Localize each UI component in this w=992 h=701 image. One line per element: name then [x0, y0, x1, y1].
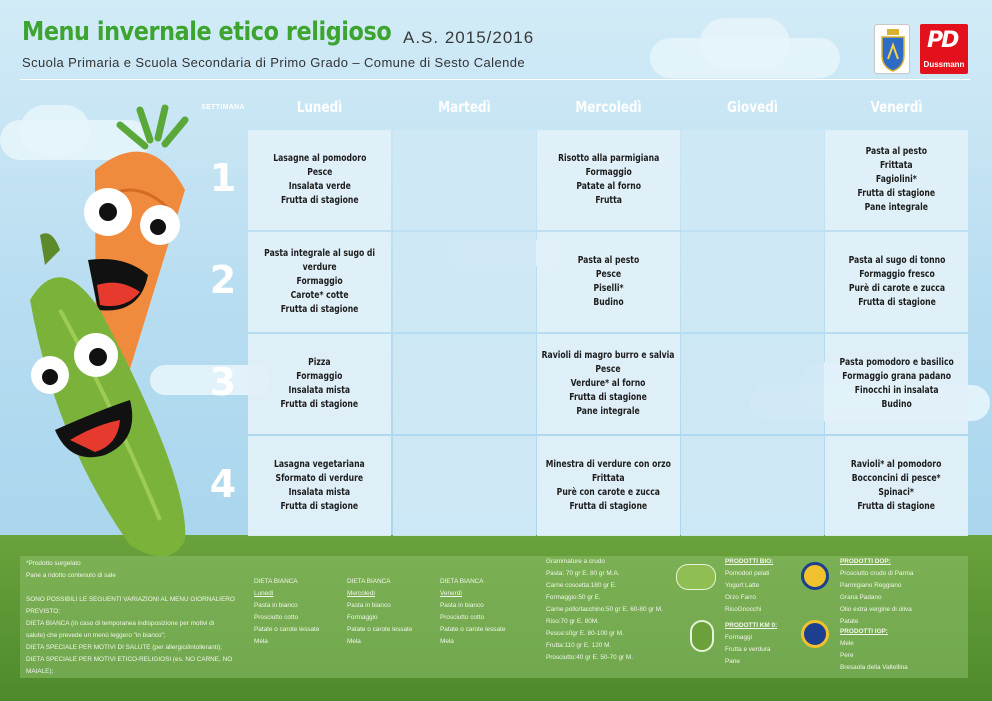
menu-item: Pasta integrale al sugo di: [264, 248, 375, 259]
school-year: A.S. 2015/2016: [403, 28, 535, 47]
igp-seal-icon: [801, 620, 829, 648]
dussmann-mark-icon: PD: [927, 28, 958, 53]
menu-item: Formaggio: [296, 276, 343, 287]
footer-line: Patate: [840, 618, 859, 625]
grammature-section: [546, 556, 696, 664]
footer-line: DIETA SPECIALE PER MOTIVI DI SALUTE (per allergici/intolleranti);: [26, 644, 222, 651]
menu-cell: [537, 334, 680, 434]
footer-line: Prosciutto:40 gr E. 50-70 gr M.: [546, 654, 634, 661]
diet-item: Patate o carote lessate: [347, 626, 413, 633]
footer-line: DIETA SPECIALE PER MOTIVI ETICO-RELIGIOSI (es. NO CARNE, NO: [26, 656, 233, 663]
footer-line: Mele: [840, 640, 854, 647]
footer-line: Pesce:s0gr E. 80-100 gr M.: [546, 630, 624, 637]
menu-cell: [681, 130, 824, 230]
menu-cell: [393, 436, 536, 536]
menu-item: Fagiolini*: [876, 174, 917, 185]
footer-line: Pane: [725, 658, 740, 665]
day-header: Giovedì: [727, 98, 778, 116]
dop-products-section: [840, 556, 968, 628]
bio-products-section: [725, 556, 805, 616]
menu-cell: [393, 130, 536, 230]
menu-cell-text: [858, 145, 936, 215]
footer-line: Pomodori pelati: [725, 570, 770, 577]
footer-line: Pere: [840, 652, 854, 659]
menu-cell: [681, 436, 824, 536]
section-title: PRODOTTI IGP:: [840, 628, 888, 635]
menu-item: Frutta di stagione: [857, 188, 936, 199]
menu-item: Piselli*: [593, 283, 624, 294]
diet-item: Pasta in bianco: [440, 602, 484, 609]
menu-item: Sformato di verdure: [275, 473, 364, 484]
day-header: Lunedì: [296, 98, 343, 116]
menu-item: Patate al forno: [576, 181, 641, 192]
menu-item: Minestra di verdure con orzo: [545, 459, 672, 470]
day-header: Mercoledì: [575, 98, 642, 116]
menu-item: Frutta di stagione: [857, 297, 936, 308]
footer-line: Riso:70 gr E. 80M.: [546, 618, 599, 625]
vegetable-mascots-illustration: [0, 100, 240, 570]
footer-line: Pane a ridotto contenuto di sale: [26, 572, 116, 579]
footer-line: Olio extra vergine di oliva: [840, 606, 912, 613]
week-column-header: SETTIMANA: [201, 104, 245, 111]
header: [0, 0, 992, 84]
diet-item: Patate o carote lessate: [440, 626, 506, 633]
footer-line: Frutta:110 gr E. 120 M.: [546, 642, 612, 649]
menu-item: Purè con carote e zucca: [556, 487, 661, 498]
diet-day: Mercoledì: [347, 590, 376, 597]
footer-line: RisoGnocchi: [725, 606, 762, 613]
menu-item: Pizza: [308, 357, 331, 368]
diet-title: DIETA BIANCA: [440, 578, 484, 585]
menu-item: Insalata mista: [288, 487, 351, 498]
menu-item: Pesce: [595, 269, 622, 280]
footer-line: MAIALE);: [26, 668, 54, 675]
menu-item: Budino: [593, 297, 624, 308]
menu-item: Pane integrale: [576, 406, 641, 417]
menu-item: Purè di carote e zucca: [848, 283, 945, 294]
menu-cell: [248, 232, 391, 332]
menu-cell-text: [558, 152, 659, 208]
menu-item: Pasta al pesto: [577, 255, 640, 266]
week-number: 1: [209, 156, 237, 200]
diet-day: Venerdì: [440, 590, 463, 597]
menu-item: Verdure* al forno: [571, 378, 646, 389]
menu-item: Insalata mista: [288, 385, 351, 396]
menu-item: Frittata: [880, 160, 913, 171]
menu-cell: [825, 436, 968, 536]
menu-item: Frutta di stagione: [280, 195, 359, 206]
footer-line: salute) che prevede un menù leggero "in bianco";: [26, 632, 166, 639]
page-title: Menu invernale etico religioso: [22, 17, 392, 47]
footer-line: SONO POSSIBILI LE SEGUENTI VARIAZIONI AL MENU GIORNALIERO: [26, 596, 235, 603]
footer-line: Pasta: 70 gr E. 80 gr M.A.: [546, 570, 620, 577]
menu-item: Risotto alla parmigiana: [557, 153, 660, 164]
diet-item: Mela: [440, 638, 454, 645]
menu-item: Ravioli di magro burro e salvia: [542, 350, 675, 361]
menu-cell: [248, 334, 391, 434]
footer-line: Bresaola della Valtellina: [840, 664, 908, 671]
diet-bianca-column: [347, 576, 439, 648]
footer-line: DIETA BIANCA (in caso di temporanea indisposizione per motivi di: [26, 620, 215, 627]
week-number: 3: [209, 360, 237, 404]
dop-seal-icon: [801, 562, 829, 590]
menu-cell-text: [578, 254, 639, 310]
menu-item: Pesce: [595, 364, 622, 375]
menu-item: Pasta al pesto: [865, 146, 928, 157]
section-title: PRODOTTI KM 0:: [725, 622, 778, 629]
menu-cell: [393, 232, 536, 332]
km0-badge-icon: [690, 620, 714, 652]
diet-item: Mela: [254, 638, 268, 645]
diet-bianca-column: [440, 576, 532, 648]
day-header: Martedì: [438, 98, 491, 116]
footer-line: Carne pollo/tacchino:50 gr E. 60-80 gr M.: [546, 606, 663, 613]
menu-item: Insalata verde: [288, 181, 351, 192]
menu-item: Pasta al sugo di tonno: [848, 255, 945, 266]
menu-cell: [248, 436, 391, 536]
menu-cell: [681, 232, 824, 332]
menu-cell-text: [542, 349, 675, 419]
header-divider: [20, 79, 970, 80]
footer-line: [26, 582, 246, 594]
footer-line: Yogurt Latte: [725, 582, 760, 589]
section-title: PRODOTTI BIO:: [725, 558, 774, 565]
diet-item: Mela: [347, 638, 361, 645]
menu-item: Lasagne al pomodoro: [272, 153, 367, 164]
menu-cell-text: [281, 356, 359, 412]
eu-organic-leaf-icon: [676, 564, 716, 590]
municipality-crest-logo: [874, 24, 910, 74]
footer-line: Grana Padano: [840, 594, 882, 601]
footer-line: Carne coscetta:180 gr E.: [546, 582, 617, 589]
menu-item: Formaggio: [296, 371, 343, 382]
menu-item: Carote* cotte: [290, 290, 349, 301]
footer-line: Parmigiano Reggiano: [840, 582, 902, 589]
week-number: 4: [209, 462, 237, 506]
menu-item: Budino: [881, 399, 912, 410]
menu-item: Frutta di stagione: [569, 501, 648, 512]
menu-item: Formaggio: [585, 167, 632, 178]
menu-item: Frutta di stagione: [569, 392, 648, 403]
diet-item: Pasta in bianco: [347, 602, 391, 609]
footer-line: *Prodotto surgelato: [26, 560, 81, 567]
footer-line: Grammature a crudo: [546, 558, 605, 565]
menu-item: Frutta: [595, 195, 622, 206]
menu-cell: [537, 130, 680, 230]
menu-item: Frutta di stagione: [280, 399, 359, 410]
footer-info-panel: [20, 556, 968, 678]
menu-cell: [393, 334, 536, 434]
footer-line: Frutta e verdura: [725, 646, 771, 653]
menu-cell-text: [273, 152, 366, 208]
menu-item: Frutta di stagione: [280, 304, 359, 315]
diet-item: Formaggio: [347, 614, 378, 621]
km0-products-section: [725, 620, 805, 668]
week-number: 2: [209, 258, 237, 302]
menu-item: Frutta di stagione: [280, 501, 359, 512]
menu-cell: [537, 232, 680, 332]
menu-item: Pesce: [306, 167, 333, 178]
menu-item: Finocchi in insalata: [854, 385, 939, 396]
menu-cell-text: [848, 254, 945, 310]
menu-cell: [825, 334, 968, 434]
diet-title: DIETA BIANCA: [254, 578, 298, 585]
menu-item: Formaggio fresco: [858, 269, 935, 280]
dussmann-logo: [920, 24, 968, 74]
menu-item: Bocconcini di pesce*: [852, 473, 941, 484]
menu-item: Pane integrale: [864, 202, 929, 213]
menu-item: Formaggio grana padano: [842, 371, 951, 382]
menu-cell: [248, 130, 391, 230]
menu-item: verdure: [302, 262, 337, 273]
menu-item: Spinaci*: [878, 487, 915, 498]
section-title: PRODOTTI DOP:: [840, 558, 891, 565]
menu-cell-text: [546, 458, 671, 514]
day-header: Venerdì: [870, 98, 923, 116]
footer-line: Prosciutto crudo di Parma: [840, 570, 914, 577]
menu-item: Pasta pomodoro e basilico: [839, 357, 954, 368]
menu-cell-text: [274, 458, 365, 514]
footer-line: Formaggio:50 gr E.: [546, 594, 601, 601]
menu-cell-text: [264, 247, 375, 317]
footer-line: Formaggi: [725, 634, 752, 641]
page-subtitle: Scuola Primaria e Scuola Secondaria di Primo Grado – Comune di Sesto Calende: [22, 55, 525, 70]
diet-day: Lunedì: [254, 590, 274, 597]
menu-cell: [825, 232, 968, 332]
menu-cell-text: [839, 356, 953, 412]
menu-item: Ravioli* al pomodoro: [851, 459, 942, 470]
menu-item: Lasagna vegetariana: [274, 459, 365, 470]
diet-item: Patate o carote lessate: [254, 626, 320, 633]
menu-item: Frittata: [592, 473, 625, 484]
dussmann-logo-label: Dussmann: [923, 60, 965, 69]
igp-products-section: [840, 626, 968, 674]
menu-cell-text: [851, 458, 941, 514]
diet-item: Pasta in bianco: [254, 602, 298, 609]
menu-item: Frutta di stagione: [857, 501, 936, 512]
diet-bianca-column: [254, 576, 346, 648]
menu-cell: [537, 436, 680, 536]
diet-item: Prosciutto cotto: [254, 614, 299, 621]
diet-title: DIETA BIANCA: [347, 578, 391, 585]
footer-line: PREVISTO:: [26, 608, 60, 615]
menu-cell: [681, 334, 824, 434]
diet-item: Prosciutto cotto: [440, 614, 485, 621]
menu-cell: [825, 130, 968, 230]
footer-notes: [26, 558, 246, 678]
footer-line: Orzo Farro: [725, 594, 756, 601]
